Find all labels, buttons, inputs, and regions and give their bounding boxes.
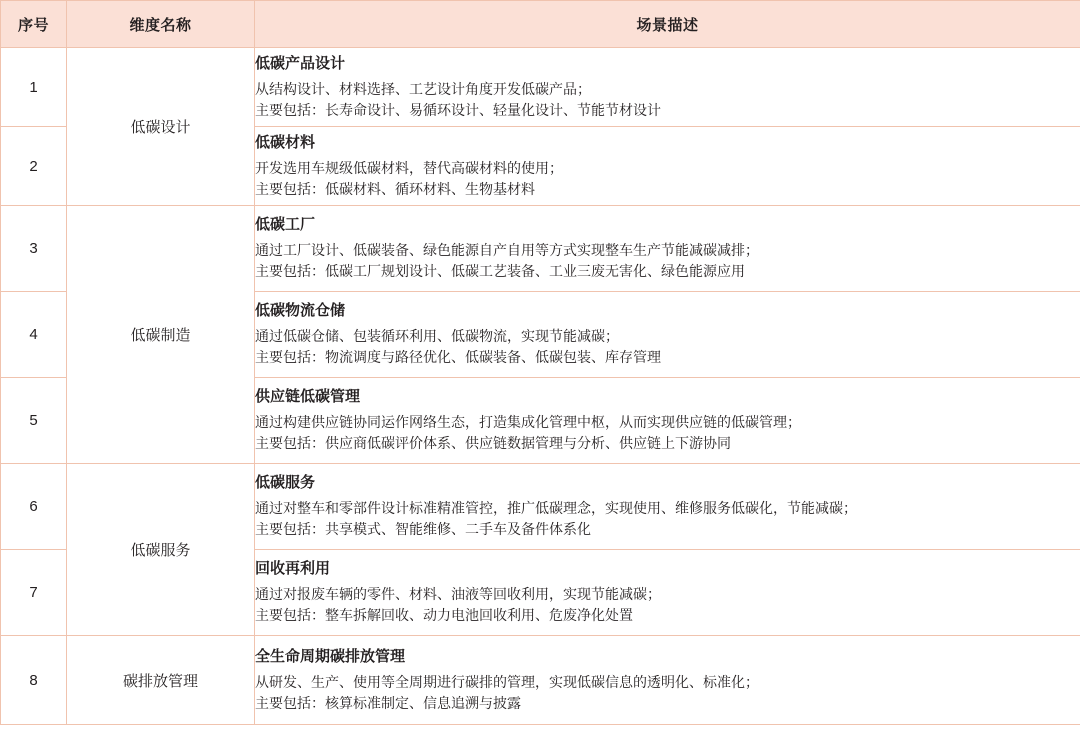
description-title: 低碳物流仓储 bbox=[255, 302, 346, 320]
header-row bbox=[1, 1, 1080, 48]
description-line-1: 通过工厂设计、低碳装备、绿色能源自产自用等方式实现整车生产节能减碳减排； bbox=[255, 242, 759, 259]
dimension-cell-low-carbon-manufacturing: 低碳制造 bbox=[67, 206, 255, 464]
column-header-no: 序号 bbox=[1, 1, 67, 48]
description-line-2: 主要包括：核算标准制定、信息追溯与披露 bbox=[255, 694, 521, 711]
table-body bbox=[1, 48, 1080, 725]
description-line-2: 主要包括：整车拆解回收、动力电池回收利用、危废净化处置 bbox=[255, 607, 633, 624]
table-row bbox=[1, 464, 1080, 550]
description-line-2: 主要包括：低碳材料、循环材料、生物基材料 bbox=[255, 180, 535, 197]
description-line-2: 主要包括：共享模式、智能维修、二手车及备件体系化 bbox=[255, 521, 591, 538]
description-cell bbox=[255, 378, 1080, 464]
row-number: 3 bbox=[1, 206, 67, 292]
description-cell bbox=[255, 550, 1080, 636]
description-cell bbox=[255, 464, 1080, 550]
row-number: 5 bbox=[1, 378, 67, 464]
description-title: 低碳材料 bbox=[255, 133, 316, 151]
description-title: 回收再利用 bbox=[255, 560, 331, 578]
row-number: 4 bbox=[1, 292, 67, 378]
description-line-2: 主要包括：长寿命设计、易循环设计、轻量化设计、节能节材设计 bbox=[255, 101, 661, 118]
description-line-1: 从结构设计、材料选择、工艺设计角度开发低碳产品； bbox=[255, 80, 591, 97]
description-line-1: 通过对整车和零部件设计标准精准管控，推广低碳理念，实现使用、维修服务低碳化，节能减碳； bbox=[255, 500, 857, 517]
description-title: 低碳产品设计 bbox=[255, 54, 346, 72]
description-title: 供应链低碳管理 bbox=[255, 388, 361, 406]
description-title: 全生命周期碳排放管理 bbox=[255, 647, 406, 665]
description-cell bbox=[255, 48, 1080, 127]
description-line-2: 主要包括：物流调度与路径优化、低碳装备、低碳包装、库存管理 bbox=[255, 349, 661, 366]
table-row bbox=[1, 636, 1080, 725]
column-header-dimension: 维度名称 bbox=[67, 1, 255, 48]
column-header-description: 场景描述 bbox=[255, 1, 1080, 48]
dimension-cell-low-carbon-design: 低碳设计 bbox=[67, 48, 255, 206]
row-number: 2 bbox=[1, 127, 67, 206]
row-number: 8 bbox=[1, 636, 67, 725]
description-title: 低碳服务 bbox=[255, 474, 316, 492]
row-number: 7 bbox=[1, 550, 67, 636]
dimension-cell-carbon-emission-management: 碳排放管理 bbox=[67, 636, 255, 725]
description-cell bbox=[255, 127, 1080, 206]
table-header bbox=[1, 1, 1080, 48]
description-line-1: 从研发、生产、使用等全周期进行碳排的管理，实现低碳信息的透明化、标准化； bbox=[255, 673, 759, 690]
description-cell bbox=[255, 636, 1080, 725]
row-number: 1 bbox=[1, 48, 67, 127]
dimension-cell-low-carbon-service: 低碳服务 bbox=[67, 464, 255, 636]
table-row bbox=[1, 206, 1080, 292]
description-title: 低碳工厂 bbox=[255, 216, 316, 234]
description-line-1: 通过低碳仓储、包装循环利用、低碳物流，实现节能减碳； bbox=[255, 328, 619, 345]
table-row bbox=[1, 48, 1080, 127]
description-line-1: 开发选用车规级低碳材料，替代高碳材料的使用； bbox=[255, 159, 563, 176]
description-line-1: 通过构建供应链协同运作网络生态，打造集成化管理中枢，从而实现供应链的低碳管理； bbox=[255, 414, 801, 431]
description-cell bbox=[255, 292, 1080, 378]
row-number: 6 bbox=[1, 464, 67, 550]
description-line-2: 主要包括：供应商低碳评价体系、供应链数据管理与分析、供应链上下游协同 bbox=[255, 435, 731, 452]
description-cell bbox=[255, 206, 1080, 292]
description-line-2: 主要包括：低碳工厂规划设计、低碳工艺装备、工业三废无害化、绿色能源应用 bbox=[255, 263, 745, 280]
description-line-1: 通过对报废车辆的零件、材料、油液等回收利用，实现节能减碳； bbox=[255, 586, 661, 603]
